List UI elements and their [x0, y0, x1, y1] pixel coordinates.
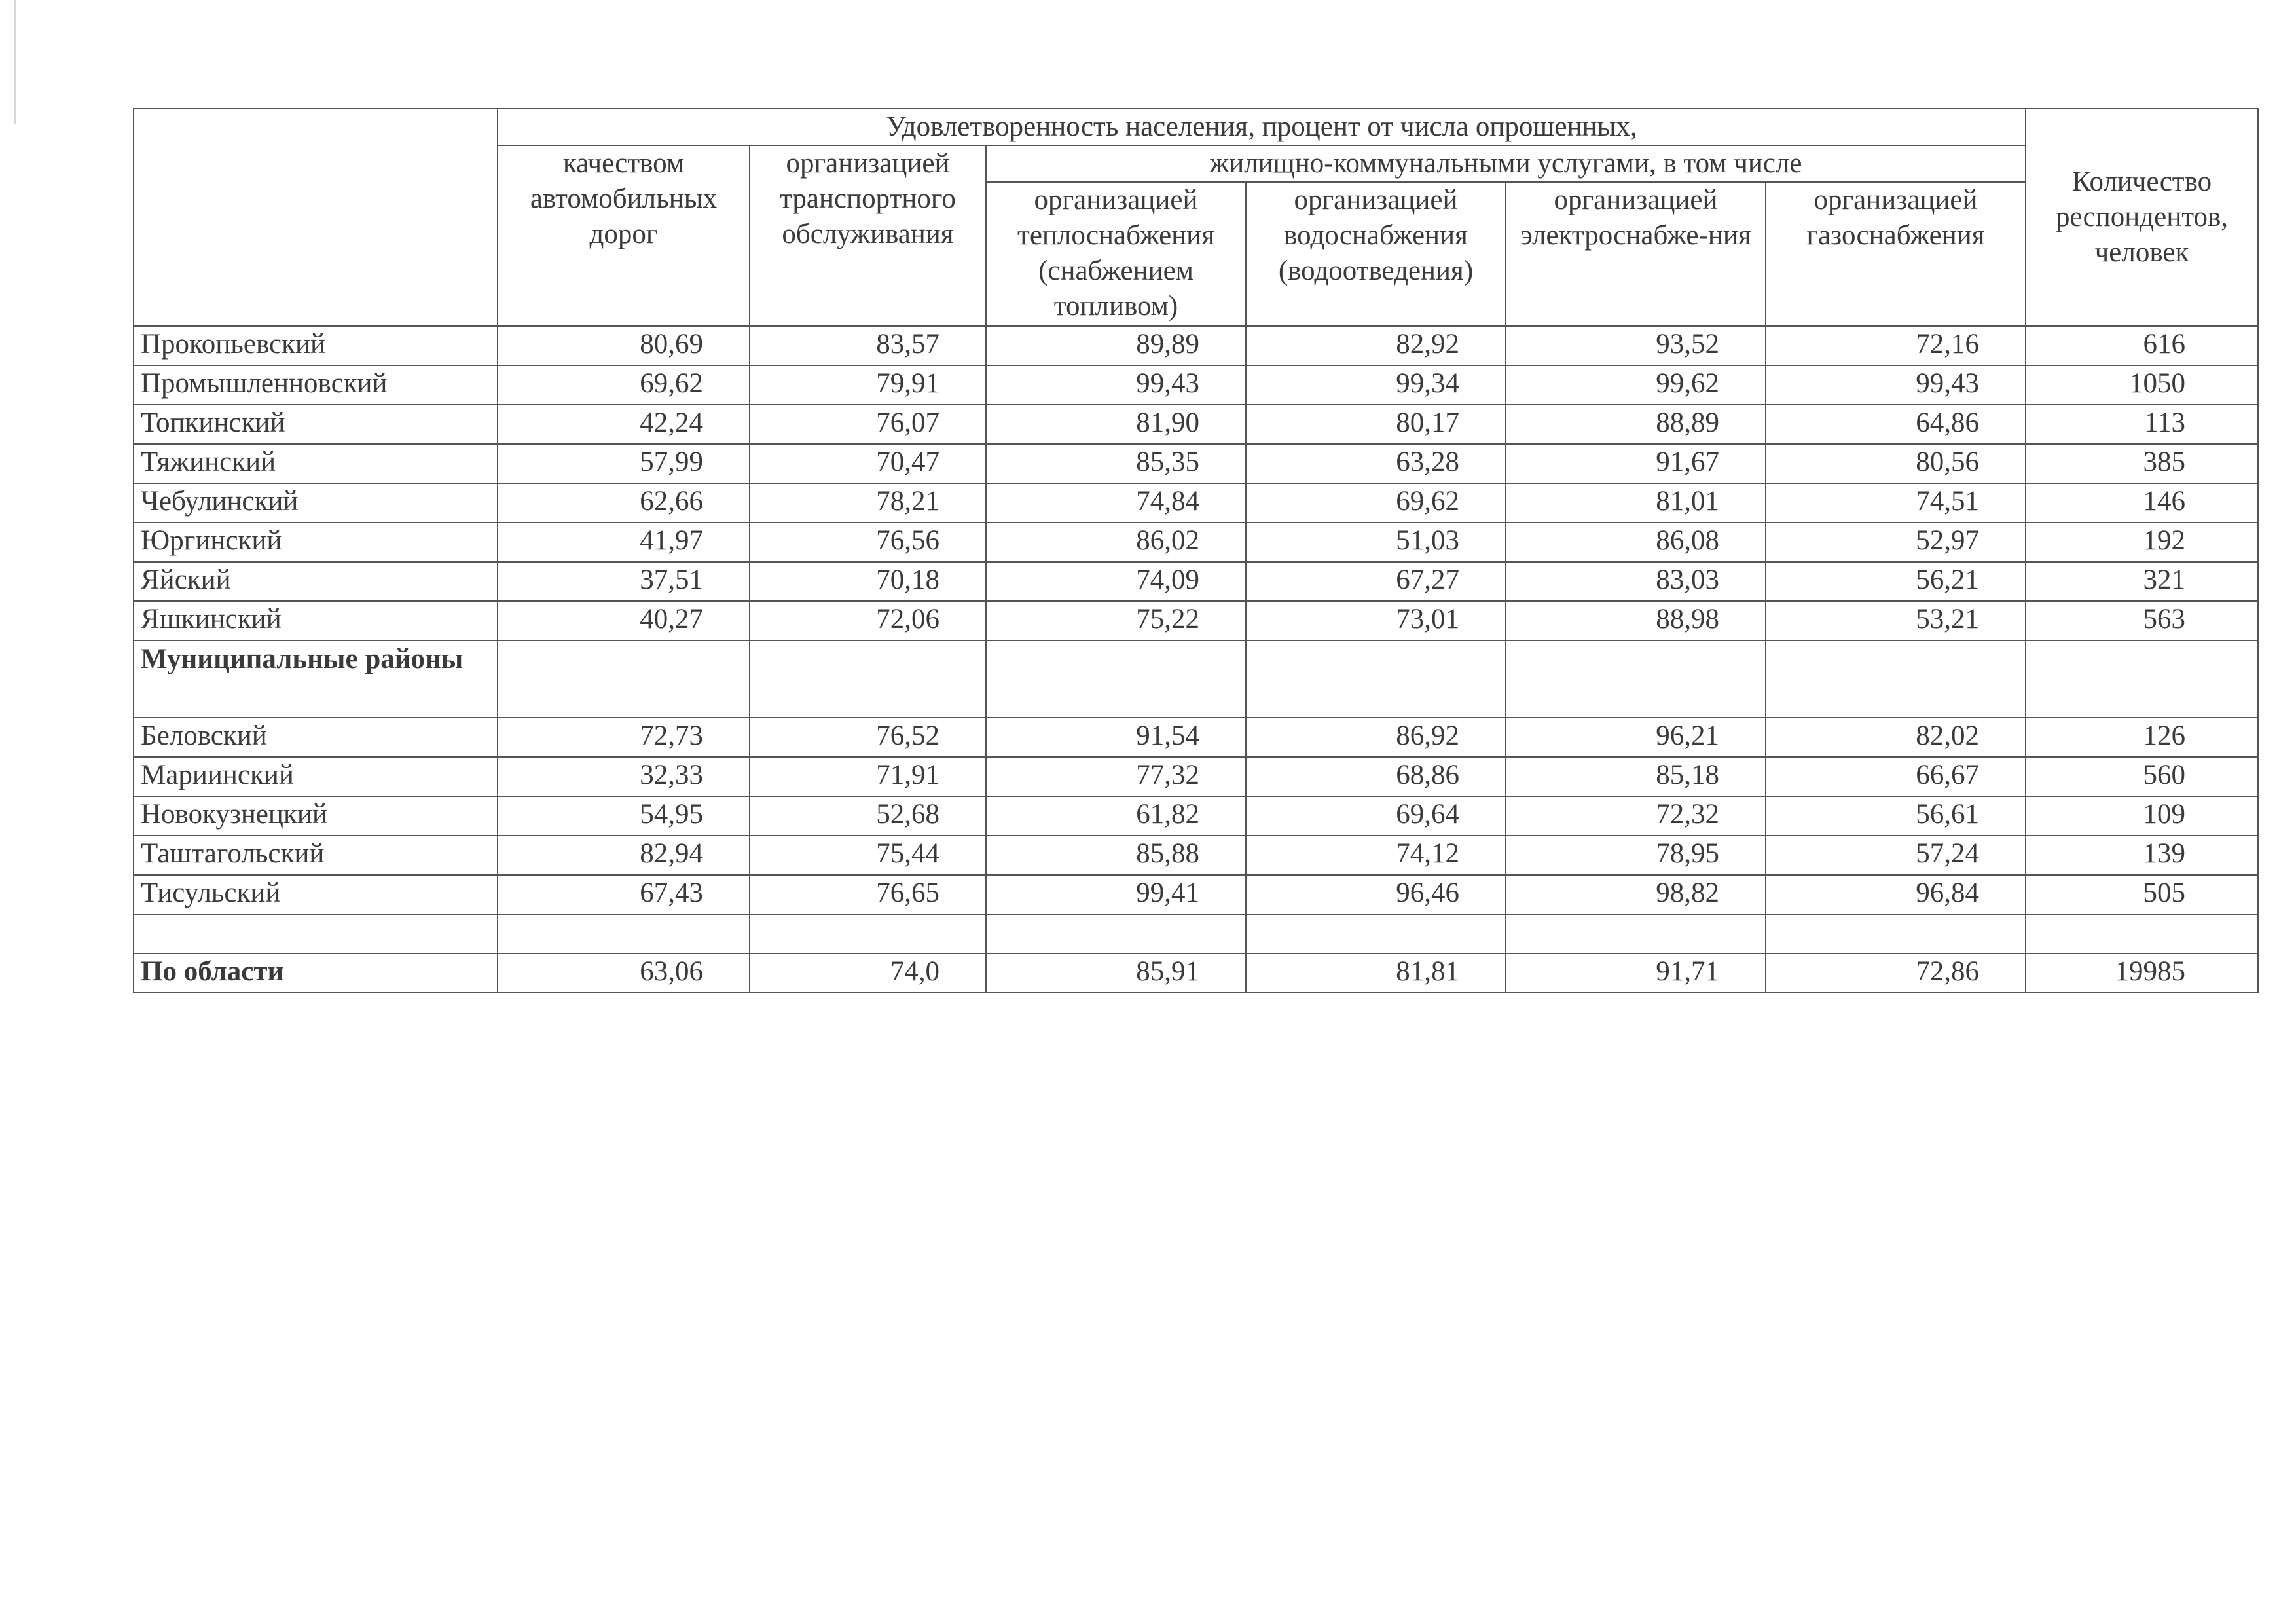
district-name: Беловский [134, 718, 498, 757]
gas-value: 72,16 [1766, 326, 2026, 365]
empty-cell [1506, 640, 1766, 718]
water-value: 68,86 [1246, 757, 1506, 796]
respondents-value: 385 [2026, 444, 2258, 483]
electric-value: 86,08 [1506, 523, 1766, 562]
heat-value: 89,89 [986, 326, 1246, 365]
district-name: Чебулинский [134, 483, 498, 523]
district-name: Промышленновский [134, 365, 498, 405]
roads-value: 72,73 [498, 718, 750, 757]
water-value: 63,28 [1246, 444, 1506, 483]
district-name: Юргинский [134, 523, 498, 562]
heat-value: 86,02 [986, 523, 1246, 562]
heat-value: 75,22 [986, 601, 1246, 640]
roads-value: 67,43 [498, 875, 750, 914]
empty-cell [986, 640, 1246, 718]
water-value: 69,62 [1246, 483, 1506, 523]
roads-value: 32,33 [498, 757, 750, 796]
header-water: организацией водоснабжения (водоотведения) [1246, 182, 1506, 326]
roads-value: 69,62 [498, 365, 750, 405]
header-roads: качеством автомобильных дорог [498, 145, 750, 326]
empty-cell [1766, 914, 2026, 953]
roads-value: 37,51 [498, 562, 750, 601]
table-row [134, 562, 2258, 601]
water-value: 51,03 [1246, 523, 1506, 562]
transport-value: 71,91 [750, 757, 986, 796]
water-value: 74,12 [1246, 836, 1506, 875]
satisfaction-table [133, 108, 2259, 993]
header-respondents: Количество респондентов, человек [2026, 109, 2258, 326]
transport-value: 70,47 [750, 444, 986, 483]
table-row [134, 757, 2258, 796]
table-row [134, 601, 2258, 640]
table-row [134, 836, 2258, 875]
electric-value: 91,67 [1506, 444, 1766, 483]
transport-value: 72,06 [750, 601, 986, 640]
respondents-value: 19985 [2026, 953, 2258, 993]
header-housing-group: жилищно-коммунальными услугами, в том числе [986, 145, 2026, 182]
gas-value: 52,97 [1766, 523, 2026, 562]
empty-row [134, 914, 2258, 953]
electric-value: 88,89 [1506, 405, 1766, 444]
district-name: Тяжинский [134, 444, 498, 483]
respondents-value: 126 [2026, 718, 2258, 757]
header-blank-cell [134, 109, 498, 326]
gas-value: 56,21 [1766, 562, 2026, 601]
scan-edge-line [14, 0, 16, 124]
water-value: 67,27 [1246, 562, 1506, 601]
empty-cell [1506, 914, 1766, 953]
electric-value: 85,18 [1506, 757, 1766, 796]
empty-cell [2026, 914, 2258, 953]
water-value: 82,92 [1246, 326, 1506, 365]
table-row [134, 483, 2258, 523]
electric-value: 99,62 [1506, 365, 1766, 405]
empty-cell [1246, 914, 1506, 953]
electric-value: 72,32 [1506, 796, 1766, 836]
section-header-row [134, 640, 2258, 718]
electric-value: 78,95 [1506, 836, 1766, 875]
heat-value: 74,09 [986, 562, 1246, 601]
heat-value: 91,54 [986, 718, 1246, 757]
water-value: 99,34 [1246, 365, 1506, 405]
gas-value: 53,21 [1766, 601, 2026, 640]
gas-value: 64,86 [1766, 405, 2026, 444]
electric-value: 96,21 [1506, 718, 1766, 757]
electric-value: 81,01 [1506, 483, 1766, 523]
roads-value: 82,94 [498, 836, 750, 875]
water-value: 69,64 [1246, 796, 1506, 836]
table-row [134, 796, 2258, 836]
water-value: 81,81 [1246, 953, 1506, 993]
transport-value: 52,68 [750, 796, 986, 836]
heat-value: 77,32 [986, 757, 1246, 796]
empty-cell [498, 640, 750, 718]
gas-value: 66,67 [1766, 757, 2026, 796]
transport-value: 78,21 [750, 483, 986, 523]
roads-value: 41,97 [498, 523, 750, 562]
water-value: 80,17 [1246, 405, 1506, 444]
gas-value: 57,24 [1766, 836, 2026, 875]
gas-value: 96,84 [1766, 875, 2026, 914]
empty-cell [750, 914, 986, 953]
respondents-value: 616 [2026, 326, 2258, 365]
electric-value: 98,82 [1506, 875, 1766, 914]
heat-value: 85,88 [986, 836, 1246, 875]
electric-value: 91,71 [1506, 953, 1766, 993]
roads-value: 80,69 [498, 326, 750, 365]
table-body [134, 326, 2258, 993]
gas-value: 82,02 [1766, 718, 2026, 757]
district-name: Новокузнецкий [134, 796, 498, 836]
gas-value: 56,61 [1766, 796, 2026, 836]
electric-value: 88,98 [1506, 601, 1766, 640]
water-value: 86,92 [1246, 718, 1506, 757]
header-group-title: Удовлетворенность населения, процент от числа опрошенных, [498, 109, 2026, 145]
header-electric: организацией электроснабже-ния [1506, 182, 1766, 326]
roads-value: 42,24 [498, 405, 750, 444]
table-row [134, 326, 2258, 365]
roads-value: 57,99 [498, 444, 750, 483]
header-transport: организацией транспортного обслуживания [750, 145, 986, 326]
district-name: Таштагольский [134, 836, 498, 875]
total-row [134, 953, 2258, 993]
transport-value: 76,65 [750, 875, 986, 914]
respondents-value: 1050 [2026, 365, 2258, 405]
transport-value: 76,52 [750, 718, 986, 757]
roads-value: 40,27 [498, 601, 750, 640]
empty-cell [1766, 640, 2026, 718]
table-row [134, 875, 2258, 914]
respondents-value: 192 [2026, 523, 2258, 562]
transport-value: 76,56 [750, 523, 986, 562]
respondents-value: 563 [2026, 601, 2258, 640]
gas-value: 74,51 [1766, 483, 2026, 523]
transport-value: 70,18 [750, 562, 986, 601]
table-row [134, 523, 2258, 562]
water-value: 96,46 [1246, 875, 1506, 914]
total-label: По области [134, 953, 498, 993]
heat-value: 61,82 [986, 796, 1246, 836]
empty-cell [1246, 640, 1506, 718]
transport-value: 74,0 [750, 953, 986, 993]
table-header [134, 109, 2258, 326]
respondents-value: 505 [2026, 875, 2258, 914]
table-row [134, 405, 2258, 444]
header-heat: организацией теплоснабжения (снабжением топливом) [986, 182, 1246, 326]
transport-value: 79,91 [750, 365, 986, 405]
respondents-value: 139 [2026, 836, 2258, 875]
heat-value: 99,43 [986, 365, 1246, 405]
district-name: Топкинский [134, 405, 498, 444]
roads-value: 62,66 [498, 483, 750, 523]
empty-cell [134, 914, 498, 953]
empty-cell [498, 914, 750, 953]
district-name: Тисульский [134, 875, 498, 914]
electric-value: 83,03 [1506, 562, 1766, 601]
district-name: Мариинский [134, 757, 498, 796]
empty-cell [986, 914, 1246, 953]
heat-value: 85,91 [986, 953, 1246, 993]
respondents-value: 146 [2026, 483, 2258, 523]
water-value: 73,01 [1246, 601, 1506, 640]
gas-value: 80,56 [1766, 444, 2026, 483]
respondents-value: 560 [2026, 757, 2258, 796]
section-title: Муниципальные районы [134, 640, 498, 718]
transport-value: 75,44 [750, 836, 986, 875]
heat-value: 85,35 [986, 444, 1246, 483]
heat-value: 74,84 [986, 483, 1246, 523]
heat-value: 99,41 [986, 875, 1246, 914]
respondents-value: 109 [2026, 796, 2258, 836]
respondents-value: 113 [2026, 405, 2258, 444]
transport-value: 76,07 [750, 405, 986, 444]
table-row [134, 718, 2258, 757]
respondents-value: 321 [2026, 562, 2258, 601]
table-row [134, 365, 2258, 405]
electric-value: 93,52 [1506, 326, 1766, 365]
roads-value: 63,06 [498, 953, 750, 993]
roads-value: 54,95 [498, 796, 750, 836]
district-name: Яшкинский [134, 601, 498, 640]
transport-value: 83,57 [750, 326, 986, 365]
empty-cell [2026, 640, 2258, 718]
district-name: Прокопьевский [134, 326, 498, 365]
header-gas: организацией газоснабжения [1766, 182, 2026, 326]
heat-value: 81,90 [986, 405, 1246, 444]
table-row [134, 444, 2258, 483]
gas-value: 72,86 [1766, 953, 2026, 993]
district-name: Яйский [134, 562, 498, 601]
empty-cell [750, 640, 986, 718]
gas-value: 99,43 [1766, 365, 2026, 405]
